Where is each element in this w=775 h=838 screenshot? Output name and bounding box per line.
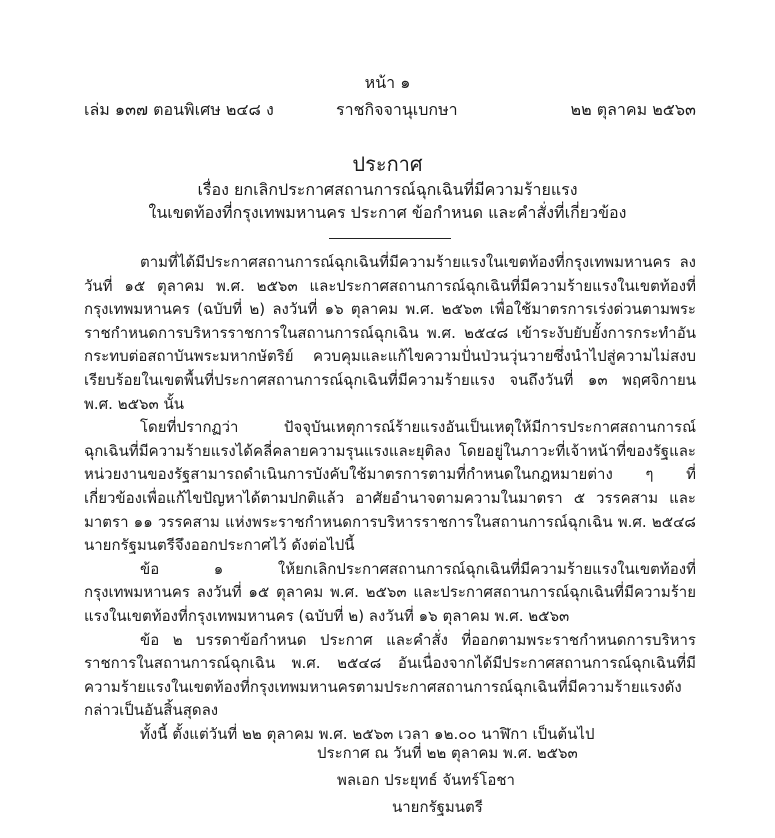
subject-line-2: ในเขตท้องที่กรุงเทพมหานคร ประกาศ ข้อกำหนด และคำสั่งที่เกี่ยวข้อง — [148, 203, 627, 222]
signatory-name: พลเอก ประยุทธ์ จันทร์โอชา — [337, 771, 515, 789]
paragraph-effective-date: ทั้งนี้ ตั้งแต่วันที่ ๒๒ ตุลาคม พ.ศ. ๒๕๖๓ เวลา ๑๒.๐๐ นาฬิกา เป็นต้นไป — [140, 724, 595, 743]
document-subject — [0, 178, 775, 224]
document-title: ประกาศ — [352, 152, 423, 176]
paragraph-rationale: โดยที่ปรากฏว่า ปัจจุบันเหตุการณ์ร้ายแรงอันเป็นเหตุให้มีการประกาศสถานการณ์ฉุกเฉินที่มีความร้ายแรงได้คลี่คลายความรุนแรงและยุติลง โดยอยู่ในภาวะที่เจ้าหน้าที่ของรัฐและหน่วยงานของรัฐสามารถดำเนินการบังคับใช้มาตรการตามที่กำหนดในกฎหมายต่าง ๆ ที่เกี่ยวข้องเพื่อแก้ไขปัญหาได้ตามปกติแล้ว อาศัยอำนาจตามความในมาตรา ๕ วรรคสาม และมาตรา ๑๑ วรรคสาม แห่งพระราชกำหนดการบริหารราชการในสถานการณ์ฉุกเฉิน พ.ศ. ๒๕๔๘ นายกรัฐมนตรีจึงออกประกาศไว้ ดังต่อไปนี้ — [84, 418, 696, 555]
signatory-position: นายกรัฐมนตรี — [392, 798, 483, 816]
subject-line-1: เรื่อง ยกเลิกประกาศสถานการณ์ฉุกเฉินที่มีความร้ายแรง — [197, 180, 578, 199]
paragraph-clause-2: ข้อ ๒ บรรดาข้อกำหนด ประกาศ และคำสั่ง ที่ออกตามพระราชกำหนดการบริหารราชการในสถานการณ์ฉุกเฉิน พ.ศ. ๒๕๔๘ อันเนื่องจากได้มีประกาศสถานการณ์ฉุกเฉินที่มีความร้ายแรงในเขตท้องที่กรุงเทพมหานครตามประกาศสถานการณ์ฉุกเฉินที่มีความร้ายแรงดังกล่าวเป็นอันสิ้นสุดลง — [84, 630, 696, 720]
gazette-header — [84, 98, 696, 122]
publication-name: ราชกิจจานุเบกษา — [336, 100, 458, 119]
volume-info: เล่ม ๑๓๗ ตอนพิเศษ ๒๔๘ ง — [84, 100, 274, 119]
publication-date: ๒๒ ตุลาคม ๒๕๖๓ — [570, 100, 696, 119]
paragraph-clause-1: ข้อ ๑ ให้ยกเลิกประกาศสถานการณ์ฉุกเฉินที่มีความร้ายแรงในเขตท้องที่กรุงเทพมหานคร ลงวันที่ ๑๕ ตุลาคม พ.ศ. ๒๕๖๓ และประกาศสถานการณ์ฉุกเฉินที่มีความร้ายแรงในเขตท้องที่กรุงเทพมหานคร (ฉบับที่ ๒) ลงวันที่ ๑๖ ตุลาคม พ.ศ. ๒๕๖๓ — [84, 559, 696, 625]
announcement-date: ประกาศ ณ วันที่ ๒๒ ตุลาคม พ.ศ. ๒๕๖๓ — [317, 744, 578, 762]
title-divider — [329, 238, 451, 239]
page-number: หน้า ๑ — [364, 73, 411, 92]
paragraph-preamble: ตามที่ได้มีประกาศสถานการณ์ฉุกเฉินที่มีความร้ายแรงในเขตท้องที่กรุงเทพมหานคร ลงวันที่ ๑๕ ตุลาคม พ.ศ. ๒๕๖๓ และประกาศสถานการณ์ฉุกเฉินที่มีความร้ายแรงในเขตท้องที่กรุงเทพมหานคร (ฉบับที่ ๒) ลงวันที่ ๑๖ ตุลาคม พ.ศ. ๒๕๖๓ เพื่อใช้มาตรการเร่งด่วนตามพระราชกำหนดการบริหารราชการในสถานการณ์ฉุกเฉิน พ.ศ. ๒๕๔๘ เข้าระงับยับยั้งการกระทำอันกระทบต่อสถาบันพระมหากษัตริย์ ควบคุมและแก้ไขความปั่นป่วนวุ่นวายซึ่งนำไปสู่ความไม่สงบเรียบร้อยในเขตพื้นที่ประกาศสถานการณ์ฉุกเฉินที่มีความร้ายแรง จนถึงวันที่ ๑๓ พฤศจิกายน พ.ศ. ๒๕๖๓ นั้น — [84, 253, 696, 413]
document-body — [84, 251, 696, 746]
